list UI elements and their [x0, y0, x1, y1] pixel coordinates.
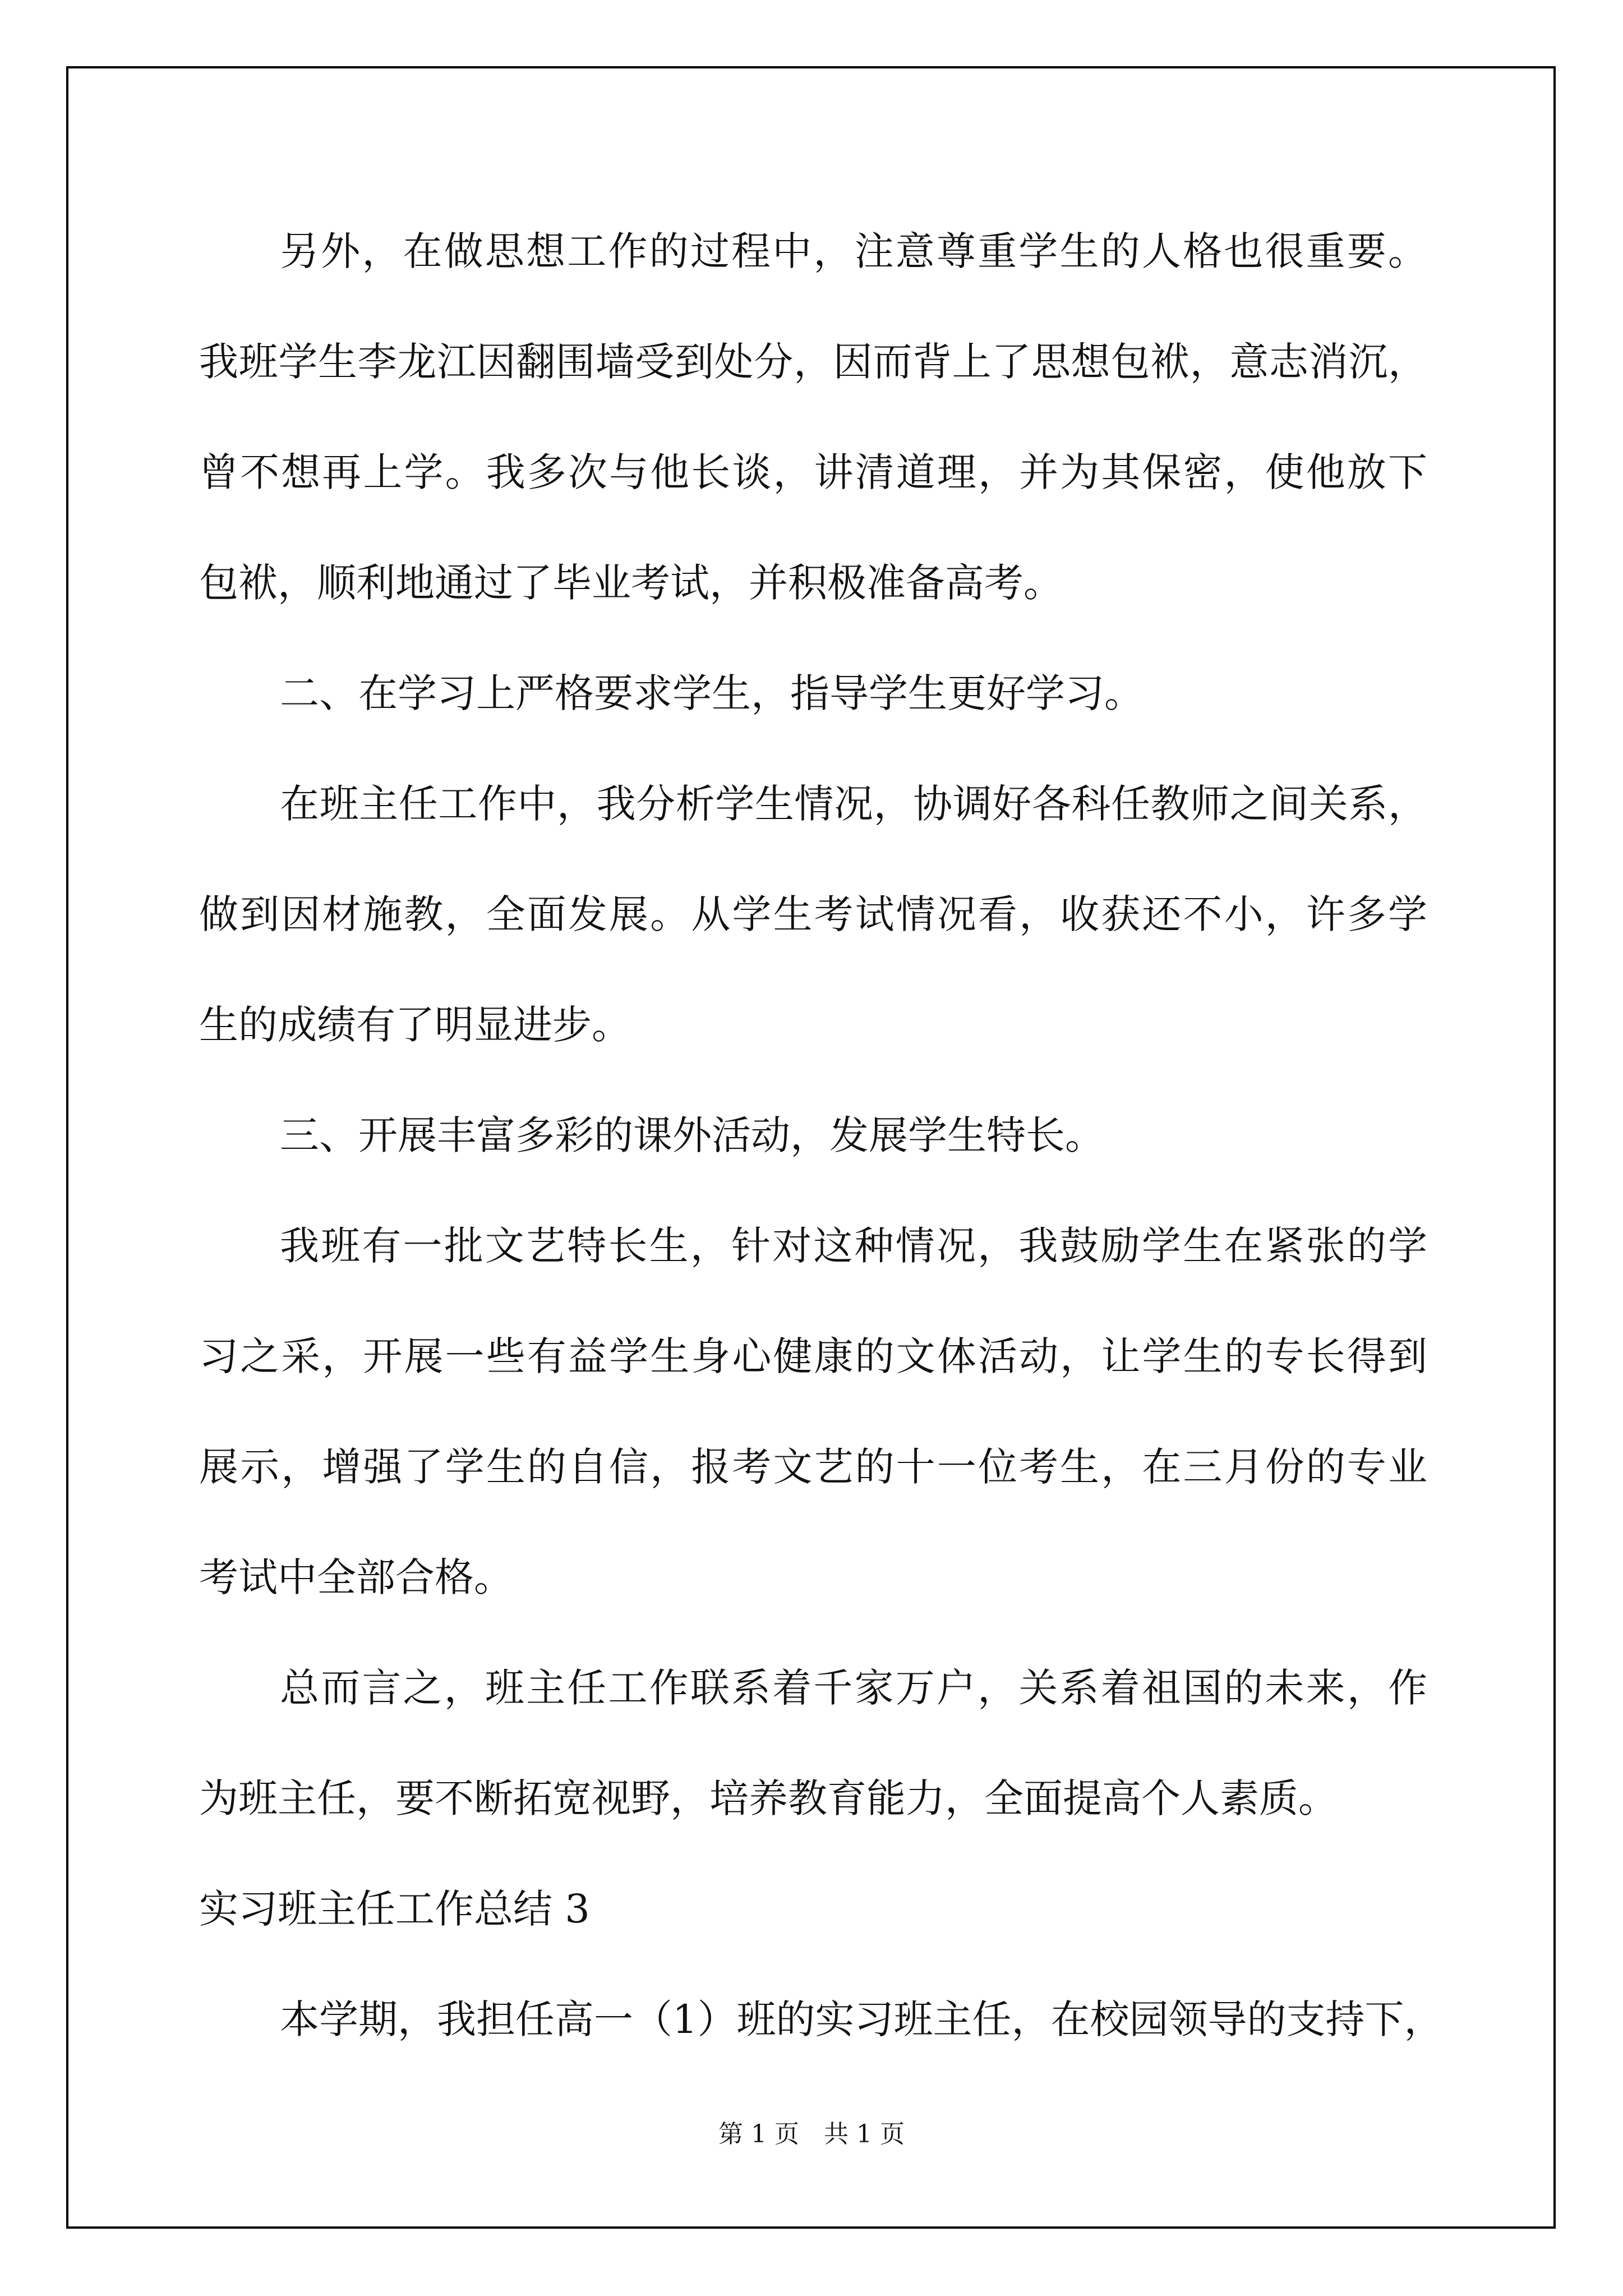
paragraph-line: 生的成绩有了明显进步。 — [199, 1002, 631, 1048]
paragraph-line: 本学期，我担任高一（1）班的实习班主任，在校园领导的支持下， — [280, 1996, 1444, 2042]
paragraph-line: 考试中全部合格。 — [199, 1554, 513, 1600]
paragraph-line: 在班主任工作中，我分析学生情况，协调好各科任教师之间关系， — [280, 781, 1427, 827]
page-number-footer: 第 1 页 共 1 页 — [718, 2120, 905, 2148]
paragraph-line: 为班主任，要不断拓宽视野，培养教育能力，全面提高个人素质。 — [199, 1775, 1338, 1821]
paragraph-line: 习之采，开展一些有益学生身心健康的文体活动，让学生的专长得到 — [199, 1333, 1427, 1379]
paragraph-line: 包袱，顺利地通过了毕业考试，并积极准备高考。 — [199, 560, 1063, 606]
paragraph-line: 曾不想再上学。我多次与他长谈，讲清道理，并为其保密，使他放下 — [199, 449, 1427, 495]
section-heading: 二、在学习上严格要求学生，指导学生更好学习。 — [280, 670, 1144, 716]
paragraph-line: 另外，在做思想工作的过程中，注意尊重学生的人格也很重要。 — [280, 228, 1427, 274]
paragraph-line: 我班学生李龙江因翻围墙受到处分，因而背上了思想包袱，意志消沉， — [199, 339, 1427, 385]
paragraph-line: 我班有一批文艺特长生，针对这种情况，我鼓励学生在紧张的学 — [280, 1223, 1427, 1269]
section-heading: 三、开展丰富多彩的课外活动，发展学生特长。 — [280, 1112, 1104, 1158]
paragraph-line: 展示，增强了学生的自信，报考文艺的十一位考生，在三月份的专业 — [199, 1444, 1427, 1490]
paragraph-line: 总而言之，班主任工作联系着千家万户，关系着祖国的未来，作 — [280, 1665, 1427, 1711]
document-subtitle: 实习班主任工作总结 3 — [199, 1886, 590, 1932]
paragraph-line: 做到因材施教，全面发展。从学生考试情况看，收获还不小，许多学 — [199, 891, 1427, 937]
